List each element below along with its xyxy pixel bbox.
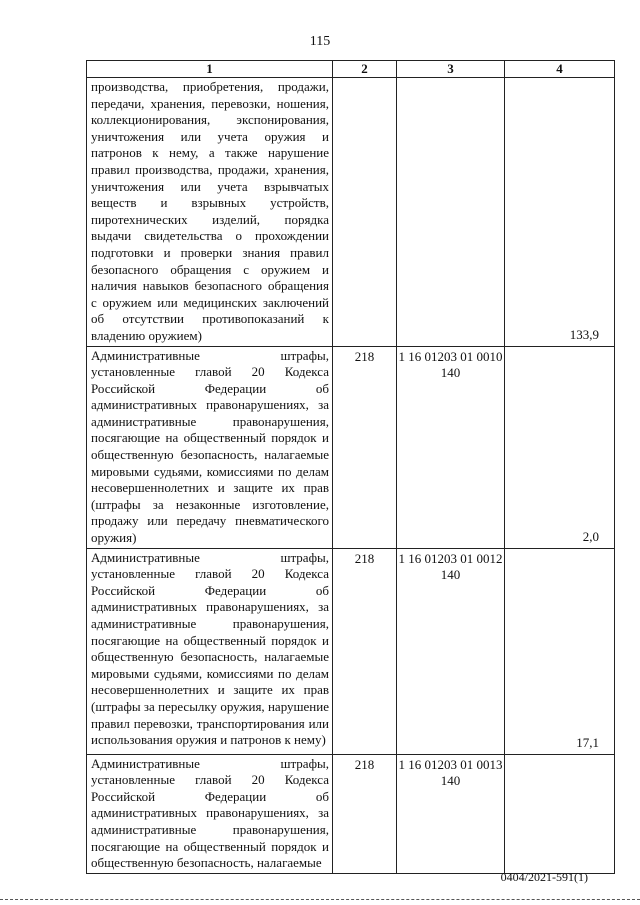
row-admin-code: 218 [333,346,397,548]
page-number: 115 [309,34,331,49]
table-row [87,754,615,873]
row-amount-cell [505,78,615,347]
budget-revenue-table [86,60,615,874]
table-row [87,548,615,754]
row-description: Административные штрафы, установленные главой 20 Кодекса Российской Федерации об административных правонарушениях, за административные правонарушения, посягающие на общественный порядок и общественную безопасность, налагаемые мировыми судьями, комиссиями по делам несовершеннолетних и защите их прав (штрафы за пересылку оружия, нарушение правил перевозки, транспортирования или использования оружия и патронов к нему) [87,548,333,754]
row-amount: 133,9 [569,326,599,342]
table-row [87,78,615,347]
row-kbk-code: 1 16 01203 01 0013 140 [397,754,505,873]
row-admin-code: 218 [333,754,397,873]
column-header-4: 4 [505,61,615,78]
row-kbk-code: 1 16 01203 01 0012 140 [397,548,505,754]
row-admin-code [333,78,397,347]
document-registration-code: 0404/2021-591(1) [500,870,588,884]
table-row [87,346,615,548]
row-amount-cell [505,346,615,548]
scan-edge-divider [0,899,640,900]
row-description: производства, приобретения, продажи, передачи, хранения, перевозки, ношения, коллекционирования, экспонирования, уничтожения или учета оружия и патронов к нему, а также нарушение правил производства, продажи, хранения, уничтожения или учета взрывчатых веществ и взрывных устройств, пиротехнических изделий, порядка выдачи свидетельства о прохождении подготовки и проверки знания правил безопасного обращения с оружием и наличия навыков безопасного обращения с оружием или медицинских заключений об отсутствии противопоказаний к владению оружием) [87,78,333,347]
row-amount: 2,0 [582,529,599,545]
row-amount-cell [505,754,615,873]
row-admin-code: 218 [333,548,397,754]
column-header-2: 2 [333,61,397,78]
row-amount: 17,1 [576,735,599,751]
row-description: Административные штрафы, установленные главой 20 Кодекса Российской Федерации об административных правонарушениях, за административные правонарушения, посягающие на общественный порядок и общественную безопасность, налагаемые мировыми судьями, комиссиями по делам несовершеннолетних и защите их прав (штрафы за незаконные изготовление, продажу или передачу пневматического оружия) [87,346,333,548]
column-header-1: 1 [87,61,333,78]
row-amount-cell [505,548,615,754]
table-header-row [87,61,615,78]
row-kbk-code [397,78,505,347]
row-description: Административные штрафы, установленные главой 20 Кодекса Российской Федерации об административных правонарушениях, за административные правонарушения, посягающие на общественный порядок и общественную безопасность, налагаемые [87,754,333,873]
column-header-3: 3 [397,61,505,78]
row-kbk-code: 1 16 01203 01 0010 140 [397,346,505,548]
